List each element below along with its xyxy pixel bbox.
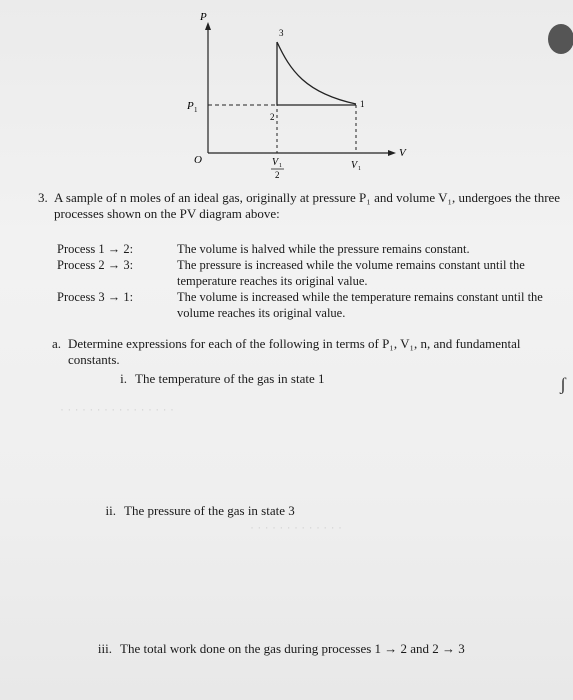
process-description: The volume is increased while the temperature remains constant until the volume reaches its original value.: [177, 290, 543, 320]
v-half-subscript: 1: [279, 163, 282, 169]
subpart-text: The total work done on the gas during processes 1 → 2 and 2 → 3: [120, 641, 465, 656]
margin-pen-mark: ʃ: [560, 374, 566, 394]
question-number: 3.: [38, 190, 48, 205]
v-half-denominator: 2: [275, 170, 280, 180]
subpart-iii: [92, 641, 465, 657]
subpart-text: The temperature of the gas in state 1: [135, 371, 325, 386]
subpart-i: [107, 371, 325, 387]
part-a-number: a.: [52, 336, 62, 351]
bleed-through-text: · · · · · · · · · · · · · · · ·: [60, 402, 174, 416]
v-axis-label: V: [399, 147, 406, 159]
p1-label: P: [187, 100, 194, 112]
pv-diagram: [180, 8, 420, 188]
subpart-ii: [96, 503, 295, 519]
origin-label: O: [194, 154, 202, 166]
question-text: A sample of n moles of an ideal gas, originally at pressure P₁ and volume V₁, undergoes the three processes shown on the PV diagram above:: [54, 190, 561, 221]
process-description: The volume is halved while the pressure remains constant.: [177, 242, 470, 256]
subpart-text: The pressure of the gas in state 3: [124, 503, 295, 518]
subpart-number: ii.: [105, 503, 116, 518]
hole-punch: [548, 24, 573, 54]
p-axis-label: P: [200, 11, 207, 23]
state-3-label: 3: [279, 28, 284, 38]
state-2-label: 2: [270, 112, 275, 122]
subpart-number: iii.: [97, 641, 112, 656]
p1-subscript: 1: [194, 106, 198, 114]
process-description: The pressure is increased while the volume remains constant until the temperature reaches its original value.: [177, 258, 525, 288]
process-label: Process 2 → 3:: [57, 258, 134, 272]
process-label: Process 1 → 2:: [57, 242, 134, 256]
v1-subscript: 1: [358, 166, 361, 172]
v-half-numerator: V: [272, 157, 279, 168]
bleed-through-text: · · · · · · · · · · · · ·: [250, 520, 342, 534]
process-label: Process 3 → 1:: [57, 290, 134, 304]
subpart-number: i.: [120, 371, 127, 386]
state-1-label: 1: [360, 99, 365, 109]
part-a-text: Determine expressions for each of the following in terms of P₁, V₁, n, and fundamental constants.: [68, 336, 521, 367]
v1-label: V: [351, 160, 358, 171]
